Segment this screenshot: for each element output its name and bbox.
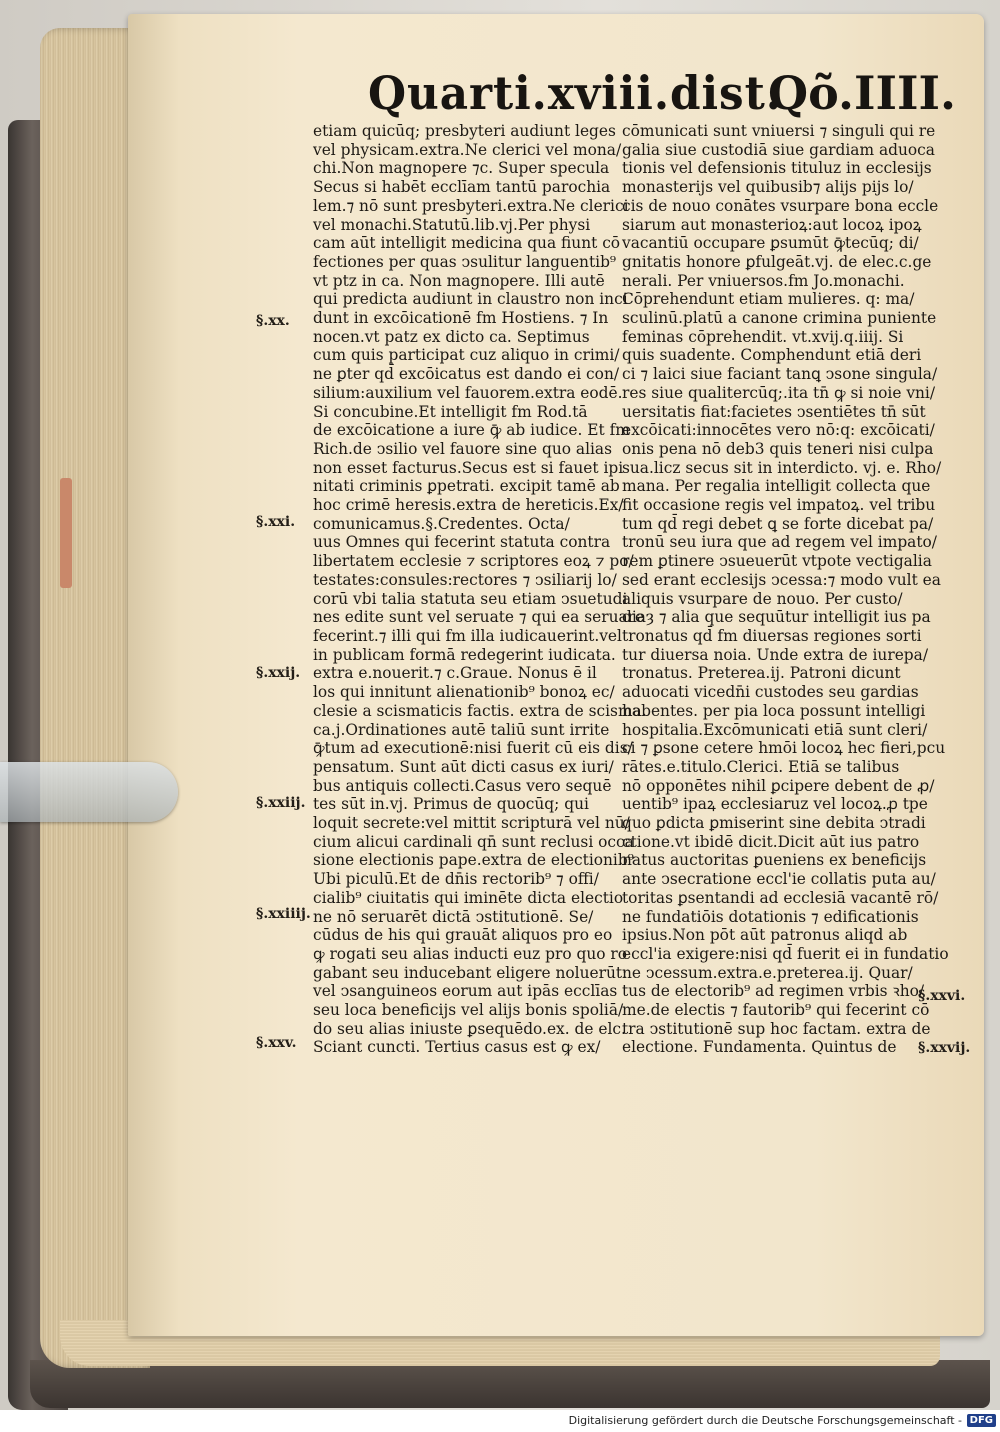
text-line: eccl'ia exigere:nisi qd̄ fuerit ei in fundatio [622, 944, 949, 963]
text-line: tes sūt in.vj. Primus de quocūq; qui [313, 795, 589, 814]
text-line: cōmunicati sunt vniuersi ⁊ singuli qui re [622, 122, 936, 140]
text-line: seu loca beneficijs vel alijs bonis spoliā/ [313, 1001, 624, 1020]
text-line: silium:auxilium vel fauorem.extra eodē. [313, 383, 623, 402]
text-line: quo ꝑdicta ꝑmiserint sine debita ↄtradi [622, 814, 926, 833]
text-line: diaȝ ⁊ alia que sequūtur intelligit ius pa [622, 608, 931, 627]
text-line: electione. Fundamenta. Quintus de [622, 1038, 897, 1057]
text-line: ctione.vt ibidē dicit.Dicit aūt ius patro [622, 832, 920, 851]
marginal-note: §.xxiiij. [256, 906, 311, 922]
text-line: me.de electis ⁊ fautorib⁹ qui fecerint cō [622, 1001, 930, 1020]
text-line: clesie a scismaticis factis. extra de scisma. [313, 701, 647, 720]
text-line: non esset facturus.Secus est si fauet ipi [313, 458, 624, 477]
text-line: nitati criminis ꝑpetrati. excipit tamē ab [313, 477, 620, 496]
text-line: tra ↄstitutionē sup hoc factam. extra de [622, 1019, 931, 1038]
text-line: tum qd̄ regi debet ꝗ se forte dicebat pa/ [622, 514, 934, 533]
text-line: ci ⁊ ꝑsone cetere hmōi locoꝝ hec fieri,pcu [622, 739, 946, 758]
running-title: Quarti.xviii.dist. [368, 66, 782, 120]
text-line: uus Omnes qui fecerint statuta contra [313, 533, 611, 552]
text-line: los qui innitunt alienationib⁹ bonoꝝ ec/ [313, 683, 615, 702]
text-line: ne nō seruarēt dictā ↄstitutionē. Se/ [313, 907, 594, 926]
text-line: onis pena nō deb3 quis teneri nisi culpa [622, 439, 934, 458]
text-line: monasterijs vel quibusib⁊ alijs pijs lo/ [622, 178, 914, 197]
text-line: sculinū.platū a canone crimina puniente [622, 309, 937, 328]
text-line: testates:consules:rectores ⁊ ↄsiliarij lo/ [313, 570, 617, 589]
text-line: nerali. Per vniuersos.fm Jo.monachi. [622, 271, 905, 290]
text-line: galia siue custodiā siue gardiam aduoca [622, 140, 935, 159]
text-line: tus de electorib⁹ ad regimen vrbis ꝛho/ [622, 982, 925, 1001]
text-line: habentes. per pia loca possunt intelligi [622, 701, 926, 720]
text-column-left [313, 122, 647, 1057]
footer-credit: Digitalisierung gefördert durch die Deutsche Forschungsgemeinschaft - [568, 1414, 962, 1427]
text-line: toritas ꝑsentandi ad ecclesiā vacantē rō/ [622, 888, 939, 907]
text-line: ne ꝑter qd̄ excōicatus est dando ei con/ [313, 365, 620, 384]
text-line: qui predicta audiunt in claustro non inci [313, 290, 628, 309]
text-line: ipsius.Non pōt aūt patronus aliqd ab [622, 926, 908, 945]
marginal-note: §.xxi. [256, 514, 296, 530]
text-line: chi.Non magnopere ⁊c. Super specula [313, 159, 610, 178]
text-line: aduocati vicedn̄i custodes seu gardias [622, 683, 919, 702]
text-line: cam aūt intelligit medicina qua fiunt cō [313, 234, 621, 253]
marginal-note: §.xxv. [256, 1035, 297, 1051]
text-line: do seu alias iniuste ꝑsequēdo.ex. de elc. [313, 1019, 626, 1038]
text-line: dunt in excōicationē fm Hostiens. ⁊ In [313, 309, 609, 328]
text-line: fit occasione regis vel impatoꝝ. vel tribu [622, 496, 936, 515]
bookmark-tab [60, 478, 72, 588]
text-line: etiam quicūq; presbyteri audiunt leges [313, 122, 616, 140]
marginal-note: §.xxij. [256, 665, 301, 681]
text-line: ci ⁊ laici siue faciant tanꝗ ↄsone singula/ [622, 365, 938, 384]
text-line: quis suadente. Comphendunt etiā deri [622, 346, 922, 365]
text-line: tur diuersa noia. Unde extra de iurepa/ [622, 645, 929, 664]
text-line: fecerint.⁊ illi qui fm illa iudicauerint.vel [313, 626, 622, 645]
marginal-note: §.xx. [256, 313, 290, 329]
text-line: bus antiquis collecti.Casus vero sequē [313, 776, 612, 795]
text-line: cum quis participat cuz aliquo in crimi/ [313, 346, 620, 365]
text-line: ca.j.Ordinationes autē taliū sunt irrite [313, 720, 610, 739]
marginal-note: §.xxvij. [918, 1040, 971, 1056]
book-cover-bottom [30, 1360, 990, 1408]
text-line: uentib⁹ ipaꝝ ecclesiaruz vel locoꝝ.ꝓ tpe [622, 795, 928, 814]
text-line: loquit secrete:vel mittit scripturā vel nū/ [313, 814, 630, 833]
text-line: extra e.nouerit.⁊ c.Graue. Nonus ē il [313, 664, 597, 683]
text-line: cūdus de his qui grauāt aliquos pro eo [313, 926, 613, 945]
text-line: sua.licz secus sit in interdicto. vj. e. Rho/ [622, 458, 942, 477]
marginal-note: §.xxvi. [918, 988, 966, 1004]
text-line: tionis vel defensionis tituluz in ecclesijs [622, 159, 932, 178]
text-line: pensatum. Sunt aūt dicti casus ex iuri/ [313, 757, 614, 776]
text-line: Si concubine.Et intelligit fm Rod.tā [313, 402, 588, 421]
text-line: ꝙ rogati seu alias inducti euz pro quo ro [313, 944, 628, 963]
text-line: vacantiū occupare ꝑsumūt ꝙ̄tecūq; di/ [622, 234, 919, 253]
marginal-note: §.xxiij. [256, 795, 306, 811]
text-line: nocen.vt patz ex dicto ca. Septimus [313, 327, 590, 346]
text-line: res siue qualitercūq;.ita tn̄ ꝙ si noie vni/ [622, 383, 936, 402]
text-line: tronū seu iura que ad regem vel impato/ [622, 533, 937, 552]
text-line: excōicati:innocētes vero nō:q: excōicati/ [622, 421, 935, 440]
text-line: mana. Per regalia intelligit collecta que [622, 477, 931, 496]
text-line: tronatus qd̄ fm diuersas regiones sorti [622, 626, 922, 645]
text-line: gnitatis honore ꝑfulgeāt.vj. de elec.c.ge [622, 252, 932, 271]
text-line: lem.⁊ nō sunt presbyteri.extra.Ne clerici [313, 196, 629, 215]
text-line: hospitalia.Excōmunicati etiā sunt cleri/ [622, 720, 928, 739]
dfg-logo: DFG [967, 1414, 996, 1427]
text-line: gabant seu inducebant eligere noluerūt: [313, 963, 628, 982]
text-line: aliquis vsurpare de nouo. Per custo/ [622, 589, 903, 608]
footer-bar [0, 1410, 1000, 1432]
text-line: ne fundatiōis dotationis ⁊ edificationis [622, 907, 919, 926]
text-line: Ubi piculū.Et de dn̄is rectorib⁹ ⁊ offi/ [313, 870, 599, 889]
text-line: comunicamus.§.Credentes. Octa/ [313, 514, 570, 533]
text-line: uersitatis fiat:facietes ↄsentiētes tn̄ sūt [622, 402, 926, 421]
text-line: sed erant ecclesijs ↄcessa:⁊ modo vult ea [622, 570, 941, 589]
text-line: siarum aut monasterioꝝ:aut locoꝝ ipoꝝ [622, 215, 922, 234]
text-line: cis de nouo conātes vsurpare bona eccle [622, 196, 939, 215]
text-line: vel monachi.Statutū.lib.vj.Per physi [313, 215, 591, 234]
page-header [368, 66, 968, 126]
text-line: de excōicatione a iure ꝙ̄ ab iudice. Et fm [313, 421, 630, 440]
text-line: ante ↄsecratione eccl'ie collatis puta au/ [622, 870, 936, 889]
text-line: Cōprehendunt etiam mulieres. q: ma/ [622, 290, 915, 309]
text-line: natus auctoritas ꝑueniens ex beneficijs [622, 851, 927, 870]
text-line: vt ptz in ca. Non magnopere. Illi autē [313, 271, 605, 290]
text-line: tronatus. Preterea.ij. Patroni dicunt [622, 664, 901, 683]
text-line: nō opponētes nihil ꝑcipere debent de ꝓ/ [622, 776, 935, 795]
text-line: corū vbi talia statuta seu etiam ↄsuetudi [313, 589, 628, 608]
text-line: in publicam formā redegerint iudicata. [313, 645, 616, 664]
text-line: sione electionis pape.extra de electionib⁹ [313, 851, 634, 870]
text-line: libertatem ecclesie ⁊ scriptores eoꝝ ⁊ po/ [313, 552, 634, 571]
text-line: vel ↄsanguineos eorum aut ipās ecclīas [313, 982, 618, 1001]
text-line: vel physicam.extra.Ne clerici vel mona/ [313, 140, 622, 159]
text-line: Secus si habēt ecclīam tantū parochia [313, 178, 611, 197]
text-line: cium alicui cardinali qn̄ sunt reclusi occa [313, 832, 634, 851]
text-line: ꝙ̄tum ad executionē:nisi fuerit cū eis dis/ [313, 739, 633, 758]
text-line: cialib⁹ ciuitatis qui iminēte dicta electio [313, 888, 624, 907]
question-number: Qõ.IIII. [768, 66, 957, 120]
text-line: rātes.e.titulo.Clerici. Etiā se talibus [622, 757, 900, 776]
text-line: rem ꝑtinere ↄsueuerūt vtpote vectigalia [622, 552, 932, 571]
text-line: fectiones per quas ↄsulitur languentib⁹ [313, 252, 617, 271]
text-line: Rich.de ↄsilio vel fauore sine quo alias [313, 439, 613, 458]
page-holder-clip [0, 762, 178, 822]
text-line: Sciant cuncti. Tertius casus est ꝙ ex/ [313, 1038, 601, 1057]
text-line: feminas cōprehendit. vt.xvij.q.iiij. Si [622, 327, 904, 346]
text-line: nes edite sunt vel seruate ⁊ qui ea seruare [313, 608, 645, 627]
text-line: hoc crimē heresis.extra de hereticis.Ex/ [313, 496, 624, 515]
text-line: ne ↄcessum.extra.e.preterea.ij. Quar/ [622, 963, 913, 982]
